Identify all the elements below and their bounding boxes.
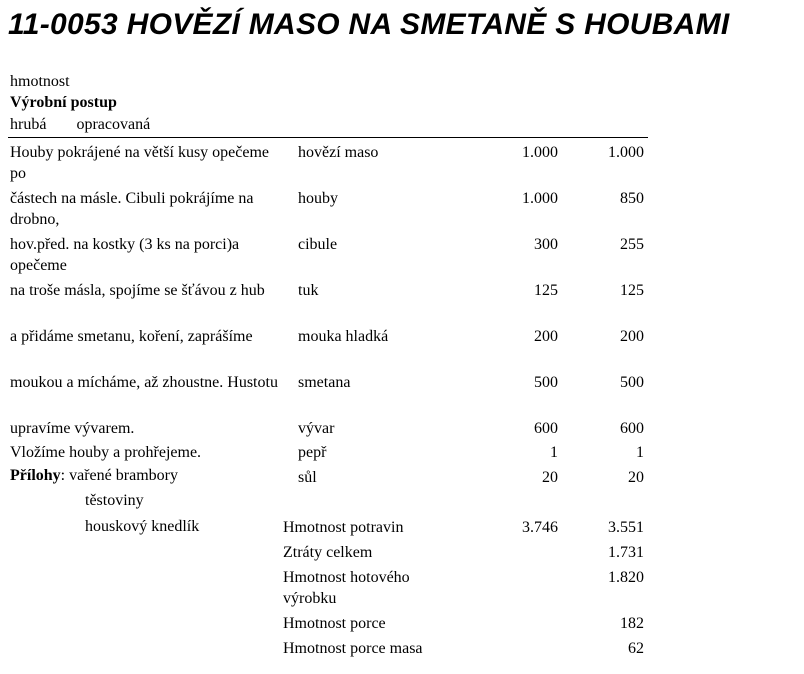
gross-weight-header: hrubá [10,116,47,133]
net-weight: 255 [620,236,644,253]
summary-label: Ztráty celkem [283,544,373,561]
summary-label: Hmotnost porce [283,615,386,632]
ingredient-name: cibule [298,236,338,253]
procedure-text: a přidáme smetanu, koření, zaprášíme [10,328,253,345]
ingredient-name: vývar [298,420,335,437]
ingredient-name: houby [298,190,338,207]
procedure-text: moukou a mícháme, až zhoustne. Hustotu [10,374,278,391]
procedure-text: upravíme vývarem. [10,420,135,437]
ingredient-name: smetana [298,374,351,391]
procedure-text: Vložíme houby a prohřejeme. [10,444,202,461]
ingredient-name: hovězí maso [298,144,379,161]
table-row [0,142,660,188]
procedure-heading: Výrobní postup [10,94,117,111]
summary-gross: 3.746 [522,519,558,536]
procedure-text: hov.před. na kostky (3 ks na porci)a opečeme [10,236,240,274]
net-weight-header: opracovaná [76,116,151,133]
ingredient-name: mouka hladká [298,328,389,345]
side-dishes-label: Přílohy [10,467,61,484]
table-row [0,372,660,418]
table-row [0,234,660,280]
side-dish-item: houskový knedlík [85,518,200,535]
gross-weight: 500 [534,374,558,391]
page-title: 11-0053 HOVĚZÍ MASO NA SMETANĚ S HOUBAMI [8,8,730,41]
gross-weight: 20 [542,469,558,486]
summary-net: 1.731 [608,544,644,561]
gross-weight: 125 [534,282,558,299]
summary-label: Hmotnost porce masa [283,640,423,657]
side-dish-item: těstoviny [85,492,144,509]
ingredient-name: tuk [298,282,319,299]
net-weight: 1 [636,444,644,461]
summary-label: Hmotnost hotového výrobku [283,569,410,607]
gross-weight: 1.000 [522,144,558,161]
summary-net: 1.820 [608,569,644,586]
net-weight: 200 [620,328,644,345]
net-weight: 600 [620,420,644,437]
summary-label: Hmotnost potravin [283,519,404,536]
procedure-text: na troše másla, spojíme se šťávou z hub [10,282,265,299]
net-weight: 850 [620,190,644,207]
gross-weight: 300 [534,236,558,253]
table-row [0,188,660,234]
gross-weight: 600 [534,420,558,437]
table-row [0,326,660,372]
procedure-text: částech na másle. Cibuli pokrájíme na drobno, [10,190,254,228]
header-divider [8,137,648,138]
gross-weight: 1.000 [522,190,558,207]
net-weight: 500 [620,374,644,391]
summary-net: 182 [620,615,644,632]
net-weight: 1.000 [608,144,644,161]
gross-weight: 200 [534,328,558,345]
gross-weight: 1 [550,444,558,461]
weight-subheaders [10,115,150,135]
ingredient-name: pepř [298,444,327,461]
procedure-text: Houby pokrájené na větší kusy opečeme po [10,144,270,182]
ingredient-name: sůl [298,469,317,486]
weight-header: hmotnost [10,73,70,90]
side-dishes: Přílohy: vařené brambory [10,467,178,484]
summary-net: 62 [628,640,644,657]
side-dish-item: vařené brambory [69,467,178,484]
net-weight: 125 [620,282,644,299]
table-row [0,280,660,326]
summary-net: 3.551 [608,519,644,536]
net-weight: 20 [628,469,644,486]
